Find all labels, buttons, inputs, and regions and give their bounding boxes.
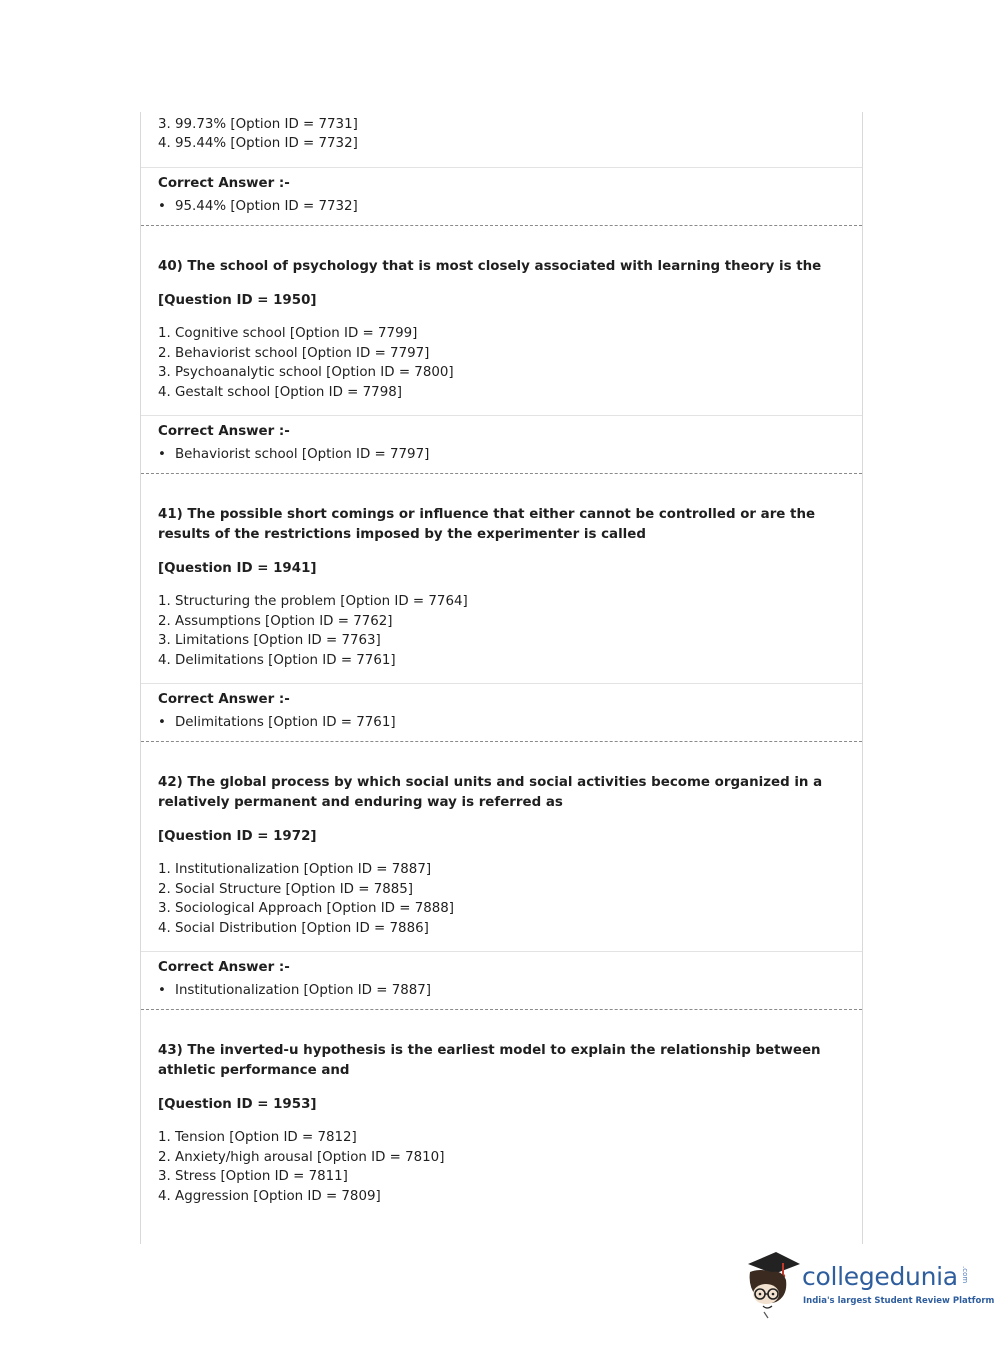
correct-answer: • Delimitations [Option ID = 7761] [158,715,396,730]
correct-answer-label: Correct Answer :- [158,692,290,707]
option-line: 1. Cognitive school [Option ID = 7799] [158,326,418,341]
question-text: 41) The possible short comings or influence that either cannot be controlled or are the results of the restrictions imposed by the experimenter is called [158,507,816,542]
correct-answer-label: Correct Answer :- [158,960,290,975]
option-line: 3. Sociological Approach [Option ID = 7888] [158,901,455,916]
option-line: 1. Tension [Option ID = 7812] [158,1130,357,1145]
correct-answer-label: Correct Answer :- [158,424,290,439]
question-id: [Question ID = 1941] [158,561,317,576]
document-page [140,112,863,1244]
bullet-icon: • [158,715,166,730]
question-id: [Question ID = 1950] [158,293,317,308]
option-line: 4. 95.44% [Option ID = 7732] [158,136,358,151]
bullet-icon: • [158,199,166,214]
section-divider [141,167,862,168]
question-id: [Question ID = 1953] [158,1097,317,1112]
question-divider [141,1009,862,1010]
correct-answer-label: Correct Answer :- [158,176,290,191]
mascot-icon [742,1250,802,1320]
brand-tld: .com [961,1266,969,1284]
question-divider [141,741,862,742]
option-line: 4. Delimitations [Option ID = 7761] [158,653,396,668]
section-divider [141,951,862,952]
option-line: 3. Limitations [Option ID = 7763] [158,633,381,648]
option-line: 4. Gestalt school [Option ID = 7798] [158,385,402,400]
section-divider [141,683,862,684]
correct-answer: • 95.44% [Option ID = 7732] [158,199,358,214]
option-line: 4. Social Distribution [Option ID = 7886] [158,921,429,936]
correct-answer: • Behaviorist school [Option ID = 7797] [158,447,430,462]
option-line: 1. Institutionalization [Option ID = 7887] [158,862,432,877]
bullet-icon: • [158,983,166,998]
option-line: 2. Anxiety/high arousal [Option ID = 7810] [158,1150,445,1165]
option-line: 3. Stress [Option ID = 7811] [158,1169,348,1184]
option-line: 2. Assumptions [Option ID = 7762] [158,614,393,629]
question-text: 42) The global process by which social units and social activities become organized in a relatively permanent and enduring way is referred as [158,775,823,810]
correct-answer: • Institutionalization [Option ID = 7887] [158,983,432,998]
collegedunia-logo[interactable] [742,1250,995,1320]
brand-name: collegedunia [802,1262,958,1291]
option-line: 4. Aggression [Option ID = 7809] [158,1189,381,1204]
question-text: 43) The inverted-u hypothesis is the earliest model to explain the relationship between athletic performance and [158,1043,821,1078]
question-id: [Question ID = 1972] [158,829,317,844]
option-line: 2. Behaviorist school [Option ID = 7797] [158,346,430,361]
bullet-icon: • [158,447,166,462]
option-line: 3. Psychoanalytic school [Option ID = 7800] [158,365,454,380]
question-text: 40) The school of psychology that is most closely associated with learning theory is the [158,259,822,274]
question-divider [141,225,862,226]
question-divider [141,473,862,474]
section-divider [141,415,862,416]
option-line: 1. Structuring the problem [Option ID = 7764] [158,594,468,609]
option-line: 2. Social Structure [Option ID = 7885] [158,882,414,897]
brand-tagline: India's largest Student Review Platform [803,1296,995,1306]
option-line: 3. 99.73% [Option ID = 7731] [158,117,358,132]
